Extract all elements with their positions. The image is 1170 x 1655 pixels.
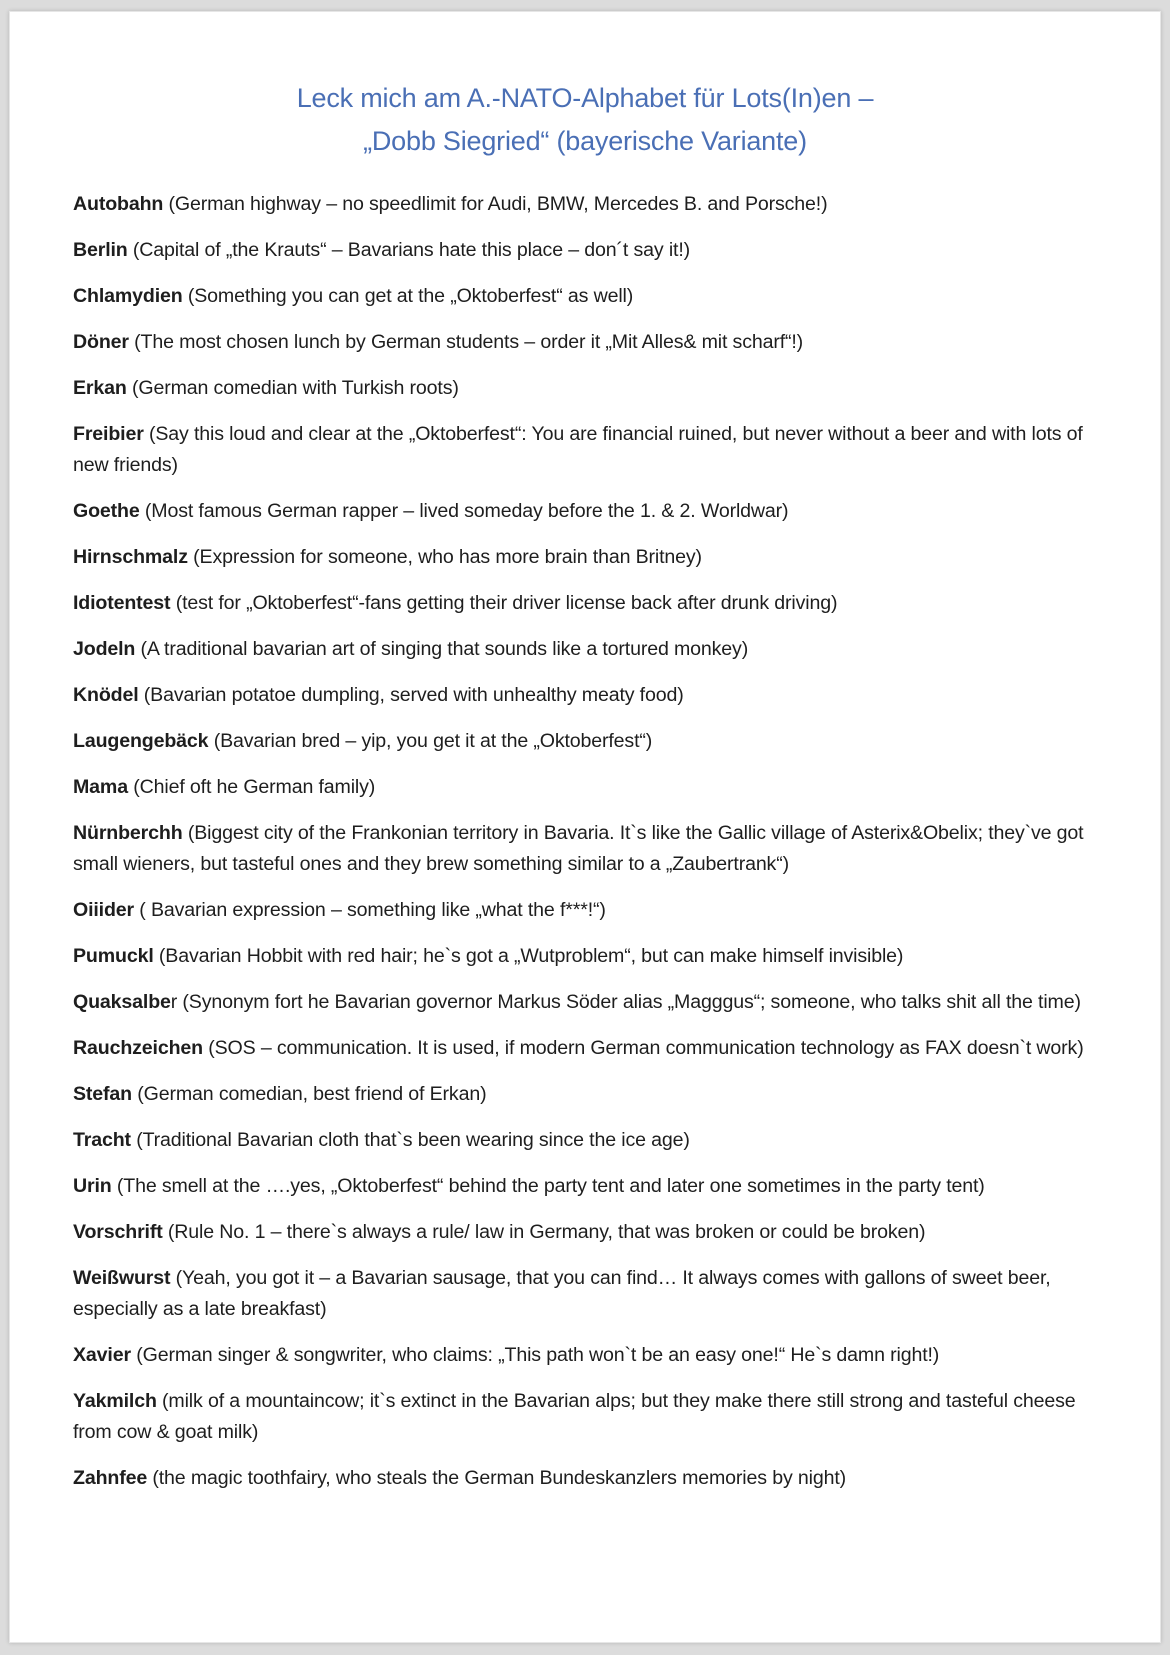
alphabet-entry-k — [73, 680, 1113, 711]
alphabet-entry-a — [73, 189, 1113, 220]
entry-definition: (Rule No. 1 – there`s always a rule/ law in Germany, that was broken or could be broken) — [162, 1221, 926, 1243]
title-line-1: Leck mich am A.-NATO-Alphabet für Lots(In)en – — [296, 83, 874, 113]
alphabet-entry-h — [73, 542, 1113, 573]
entry-term: Zahnfee — [73, 1467, 148, 1489]
entry-definition: (Capital of „the Krauts“ – Bavarians hate this place – don´t say it!) — [127, 239, 690, 261]
alphabet-entry-x — [73, 1340, 1113, 1371]
entry-term: Freibier — [73, 423, 144, 445]
alphabet-entry-t — [73, 1125, 1113, 1156]
entry-term: Autobahn — [73, 193, 164, 215]
entry-definition: (Bavarian bred – yip, you get it at the „Oktoberfest“) — [208, 730, 653, 752]
entry-definition: (Something you can get at the „Oktoberfest“ as well) — [182, 285, 634, 307]
alphabet-entry-o — [73, 895, 1113, 926]
document-page — [9, 11, 1161, 1643]
entry-term: Knödel — [73, 684, 139, 706]
entry-term: Laugengebäck — [73, 730, 209, 752]
alphabet-entry-b — [73, 235, 1113, 266]
entry-term: Döner — [73, 331, 129, 353]
entry-term-suffix: r — [170, 991, 178, 1013]
entry-term: Quaksalbe — [73, 991, 171, 1013]
alphabet-entry-c — [73, 281, 1113, 312]
alphabet-entry-p — [73, 941, 1113, 972]
alphabet-entry-v — [73, 1217, 1113, 1248]
alphabet-entry-m — [73, 772, 1113, 803]
entry-definition: (Chief oft he German family) — [127, 776, 376, 798]
alphabet-entry-i — [73, 588, 1113, 619]
alphabet-entry-j — [73, 634, 1113, 665]
entry-definition: (milk of a mountaincow; it`s extinct in the Bavarian alps; but they make there still strong and tasteful cheese from cow & goat milk) — [73, 1390, 1076, 1443]
alphabet-entry-d — [73, 327, 1113, 358]
entry-definition: (Yeah, you got it – a Bavarian sausage, that you can find… It always comes with gallons of sweet beer, especially as a late breakfast) — [73, 1267, 1051, 1320]
entry-term: Goethe — [73, 500, 140, 522]
entry-definition: (Synonym fort he Bavarian governor Markus Söder alias „Magggus“; someone, who talks shit all the time) — [177, 991, 1081, 1013]
entry-definition: (The smell at the ….yes, „Oktoberfest“ behind the party tent and later one sometimes in the party tent) — [111, 1175, 985, 1197]
entry-term: Mama — [73, 776, 128, 798]
alphabet-entry-l — [73, 726, 1113, 757]
entry-term: Pumuckl — [73, 945, 154, 967]
alphabet-entry-r — [73, 1033, 1113, 1064]
entry-definition: (German highway – no speedlimit for Audi, BMW, Mercedes B. and Porsche!) — [163, 193, 828, 215]
alphabet-list — [73, 189, 1113, 1509]
entry-definition: (the magic toothfairy, who steals the German Bundeskanzlers memories by night) — [147, 1467, 846, 1489]
entry-definition: (Bavarian potatoe dumpling, served with unhealthy meaty food) — [138, 684, 684, 706]
entry-definition: (Traditional Bavarian cloth that`s been wearing since the ice age) — [130, 1129, 690, 1151]
entry-definition: (German singer & songwriter, who claims: „This path won`t be an easy one!“ He`s damn right!) — [130, 1344, 940, 1366]
entry-definition: (The most chosen lunch by German students – order it „Mit Alles& mit scharf“!) — [128, 331, 804, 353]
entry-term: Erkan — [73, 377, 127, 399]
entry-definition: (SOS – communication. It is used, if modern German communication technology as FAX doesn`t work) — [202, 1037, 1084, 1059]
entry-term: Hirnschmalz — [73, 546, 188, 568]
entry-definition: (test for „Oktoberfest“-fans getting their driver license back after drunk driving) — [170, 592, 838, 614]
entry-term: Chlamydien — [73, 285, 183, 307]
entry-term: Yakmilch — [73, 1390, 157, 1412]
entry-definition: (Bavarian Hobbit with red hair; he`s got a „Wutproblem“, but can make himself invisible) — [153, 945, 904, 967]
document-title — [9, 77, 1161, 163]
entry-definition: (Most famous German rapper – lived someday before the 1. & 2. Worldwar) — [139, 500, 789, 522]
entry-term: Urin — [73, 1175, 112, 1197]
entry-definition: (A traditional bavarian art of singing that sounds like a tortured monkey) — [135, 638, 749, 660]
entry-definition: (German comedian with Turkish roots) — [126, 377, 459, 399]
entry-term: Stefan — [73, 1083, 132, 1105]
entry-term: Idiotentest — [73, 592, 171, 614]
entry-term: Weißwurst — [73, 1267, 171, 1289]
alphabet-entry-f — [73, 419, 1113, 481]
entry-definition: (Say this loud and clear at the „Oktoberfest“: You are financial ruined, but never without a beer and with lots of new friends) — [73, 423, 1083, 476]
entry-term: Xavier — [73, 1344, 131, 1366]
entry-term: Jodeln — [73, 638, 136, 660]
alphabet-entry-e — [73, 373, 1113, 404]
alphabet-entry-y — [73, 1386, 1113, 1448]
title-line-2: „Dobb Siegried“ (bayerische Variante) — [363, 126, 807, 156]
entry-term: Oiiider — [73, 899, 135, 921]
entry-term: Berlin — [73, 239, 128, 261]
entry-definition: (Expression for someone, who has more brain than Britney) — [187, 546, 702, 568]
entry-definition: (Biggest city of the Frankonian territory in Bavaria. It`s like the Gallic village of Asterix&Obelix; they`ve got small wieners, but tasteful ones and they brew something similar to a „Zaubertrank“) — [73, 822, 1084, 875]
alphabet-entry-w — [73, 1263, 1113, 1325]
alphabet-entry-g — [73, 496, 1113, 527]
alphabet-entry-q — [73, 987, 1113, 1018]
entry-term: Tracht — [73, 1129, 131, 1151]
entry-term: Nürnberchh — [73, 822, 183, 844]
entry-definition: (German comedian, best friend of Erkan) — [131, 1083, 487, 1105]
alphabet-entry-s — [73, 1079, 1113, 1110]
alphabet-entry-u — [73, 1171, 1113, 1202]
alphabet-entry-z — [73, 1463, 1113, 1494]
entry-term: Rauchzeichen — [73, 1037, 203, 1059]
entry-definition: ( Bavarian expression – something like „what the f***!“) — [134, 899, 606, 921]
entry-term: Vorschrift — [73, 1221, 163, 1243]
alphabet-entry-n — [73, 818, 1113, 880]
